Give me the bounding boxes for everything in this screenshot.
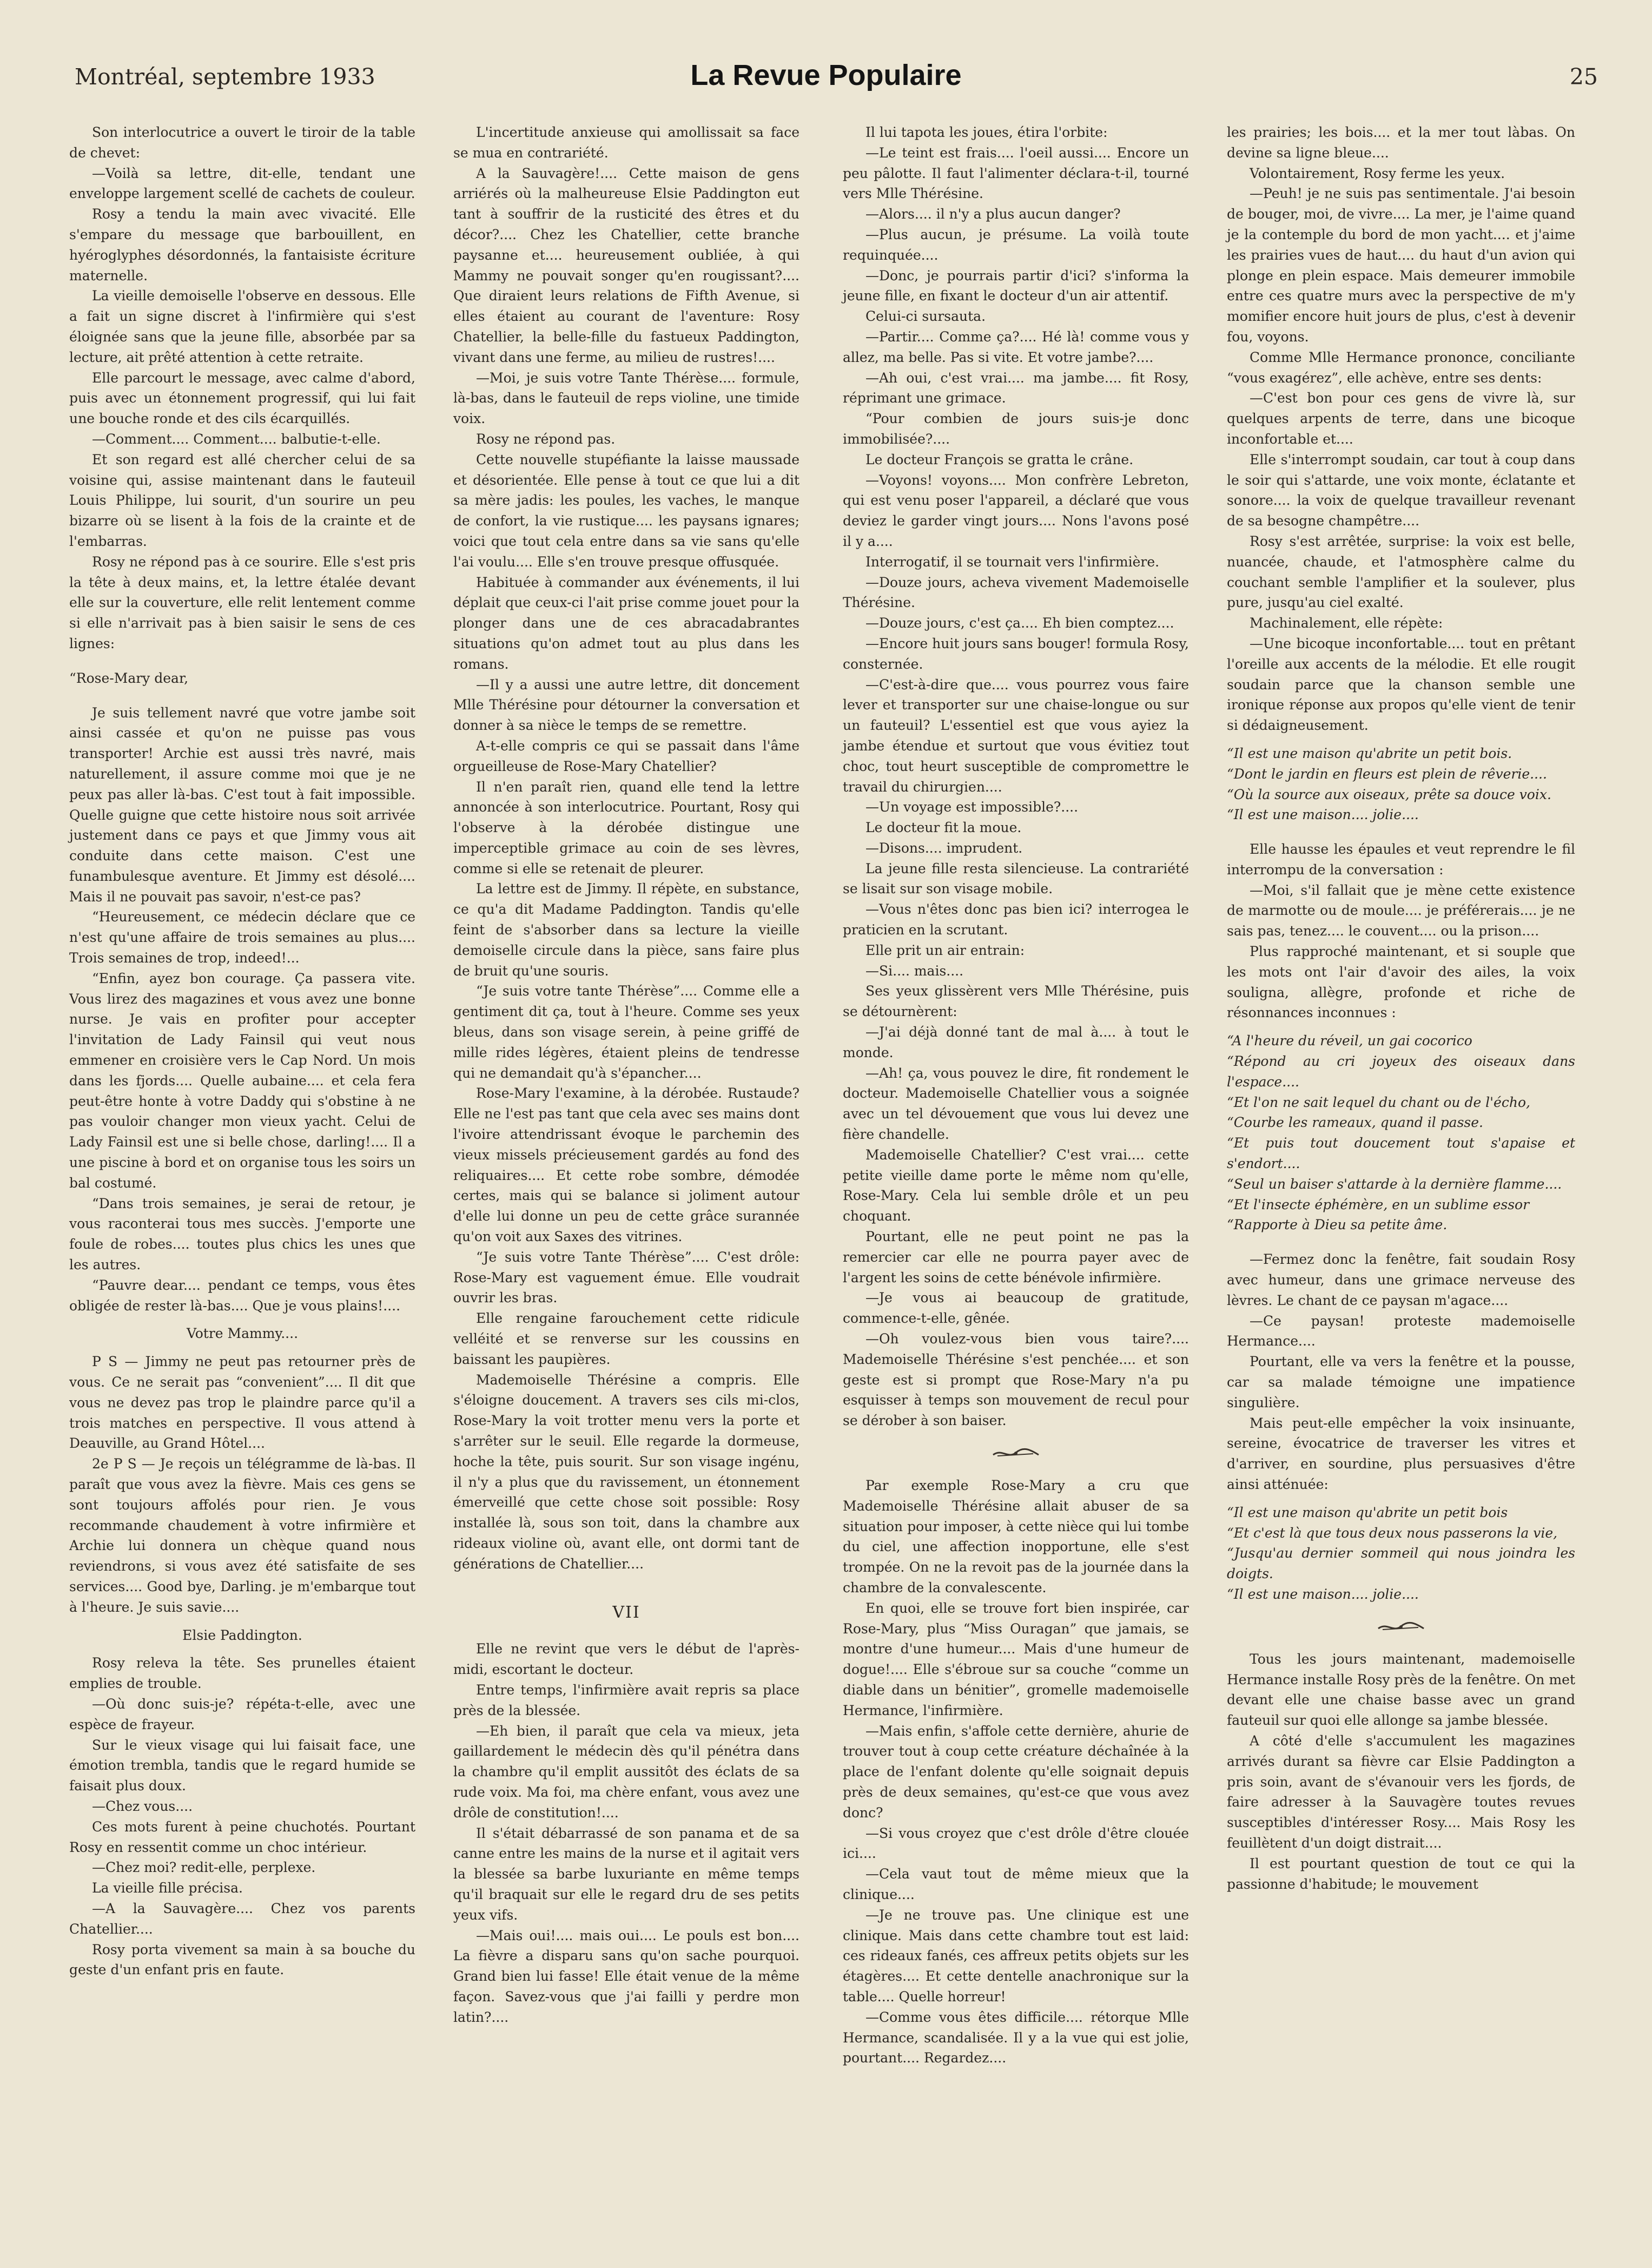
paragraph: —Douze jours, c'est ça.... Eh bien comptez....	[865, 615, 1174, 631]
paragraph: Il est pourtant question de tout ce qui la passionne d'habitude; le mouvement	[1227, 1855, 1575, 1892]
letter-salutation: “Rose-Mary dear,	[69, 670, 189, 686]
paragraph: les prairies; les bois.... et la mer tout làbas. On devine sa ligne bleue....	[1227, 124, 1575, 161]
chapter-heading: VII	[612, 1603, 640, 1622]
paragraph: “Pour combien de jours suis-je donc immobilisée?....	[843, 411, 1189, 447]
paragraph: —Si vous croyez que c'est drôle d'être clouée ici....	[843, 1825, 1189, 1862]
magazine-title: La Revue Populaire	[690, 59, 962, 91]
paragraph: La vieille demoiselle l'observe en dessous. Elle a fait un signe discret à l'infirmière qui s'est éloignée sans que la jeune fille, absorbée par sa lecture, ait prêté attention à cette retraite.	[69, 288, 415, 365]
postscript: 2e P S — Je reçois un télégramme de là-bas. Il paraît que vous avez la fièvre. Mais ces gens se sont toujours affolés pour rien. Je vous recommande chaudement à votre infirmière et Archie lui donnera un chèque quand nous reviendrons, si vous avez été satisfaite de ses services.... Good bye, Darling. je m'embarque tout à l'heure. Je suis savie....	[69, 1456, 415, 1615]
paragraph: Il n'en paraît rien, quand elle tend la lettre annoncée à son interlocutrice. Pourtant, Rosy qui l'observe à la dérobée distingue une imperceptible grimace au coin de ses lèvres, comme si elle se retenait de pleurer.	[453, 779, 799, 876]
letter-paragraph: “Heureusement, ce médecin déclare que ce n'est qu'une affaire de trois semaines au plus.... Trois semaines de trop, indeed!...	[69, 909, 415, 966]
paragraph: —Le teint est frais.... l'oeil aussi.... Encore un peu pâlotte. Il faut l'alimenter déclara-t-il, tourné vers Mlle Thérésine.	[843, 144, 1189, 202]
paragraph: Volontairement, Rosy ferme les yeux.	[1250, 165, 1505, 181]
paragraph: —Cela vaut tout de même mieux que la clinique....	[843, 1866, 1189, 1902]
paragraph: Interrogatif, il se tournait vers l'infirmière.	[865, 553, 1160, 570]
letter-paragraph: “Pauvre dear.... pendant ce temps, vous êtes obligée de rester là-bas.... Que je vous plains!....	[69, 1277, 415, 1314]
letter-signature: Votre Mammy....	[186, 1326, 299, 1342]
ornament-icon	[990, 1445, 1042, 1461]
paragraph: —Disons.... imprudent.	[865, 840, 1023, 856]
paragraph: Rosy porta vivement sa main à sa bouche du geste d'un enfant pris en faute.	[69, 1941, 415, 1978]
paragraph: —Alors.... il n'y a plus aucun danger?	[865, 206, 1121, 222]
postscript: P S — Jimmy ne peut pas retourner près de vous. Ce ne serait pas “convenient”.... Il dit que vous ne devez pas trop le plaindre parce qu'il a trois matches en perspective. Il vous attend à Deauville, au Grand Hôtel....	[69, 1354, 415, 1452]
paragraph: —C'est-à-dire que.... vous pourrez vous faire lever et transporter sur une chaise-longue ou sur un fauteuil? L'essentiel est que vous ayiez la jambe étendue et surtout que vous évitiez tout choc, tout heurt susceptible de compromettre le travail du chirurgien....	[843, 676, 1189, 795]
song-verse: “Jusqu'au dernier sommeil qui nous joindra les doigts.	[1227, 1545, 1575, 1582]
paragraph: Elle rengaine farouchement cette ridicule velléité et se renverse sur les coussins en baissant les paupières.	[453, 1310, 799, 1367]
paragraph: —Fermez donc la fenêtre, fait soudain Rosy avec humeur, dans une grimace nerveuse des lèvres. Le chant de ce paysan m'agace....	[1227, 1251, 1575, 1308]
paragraph: A côté d'elle s'accumulent les magazines arrivés durant sa fièvre car Elsie Paddington a pris soin, avant de s'évanouir vers les fjords, de faire adresser à la Sauvagère toutes revues susceptibles d'intéresser Rosy.... Mais Rosy les feuillètent d'un doigt distrait....	[1227, 1732, 1575, 1851]
paragraph: —Chez moi? redit-elle, perplexe.	[92, 1860, 316, 1876]
paragraph: Sur le vieux visage qui lui faisait face, une émotion trembla, tandis que le regard humide se faisait plus doux.	[69, 1737, 415, 1794]
paragraph: Pourtant, elle va vers la fenêtre et la pousse, car sa malade témoigne une impatience singulière.	[1227, 1354, 1575, 1410]
paragraph: —Moi, s'il fallait que je mène cette existence de marmotte ou de moule.... je préférerais.... je ne sais pas, tenez.... le couvent.... ou la prison....	[1227, 882, 1575, 939]
paragraph: Habituée à commander aux événements, il lui déplait que ceux-ci l'ait prise comme jouet pour la plonger dans une de ces abracadabrantes situations qu'on admet tout au plus dans les romans.	[453, 574, 799, 672]
paragraph: —Oh voulez-vous bien vous taire?.... Mademoiselle Thérésine s'est penchée.... et son geste est si prompt que Rose-Mary n'a pu esquisser à temps son mouvement de recul pour se dérober à son baiser.	[843, 1331, 1189, 1429]
paragraph: Le docteur fit la moue.	[865, 820, 1022, 836]
header-date: Montréal, septembre 1933	[75, 64, 375, 90]
song-verse: “Il est une maison.... jolie....	[1227, 807, 1419, 823]
paragraph: —Douze jours, acheva vivement Mademoiselle Thérésine.	[843, 574, 1189, 611]
paragraph: Rosy releva la tête. Ses prunelles étaient emplies de trouble.	[69, 1655, 415, 1692]
paragraph: Elle ne revint que vers le début de l'après-midi, escortant le docteur.	[453, 1641, 799, 1678]
paragraph: —Eh bien, il paraît que cela va mieux, jeta gaillardement le médecin dès qu'il pénétra dans la chambre qu'il emplit aussitôt des éclats de sa rude voix. Ma foi, ma chère enfant, vous avez une drôle de constitution!....	[453, 1723, 799, 1821]
paragraph: Mademoiselle Chatellier? C'est vrai.... cette petite vieille dame porte le même nom qu'elle, Rose-Mary. Cela lui semble drôle et un peu choquant.	[843, 1146, 1189, 1224]
paragraph: A la Sauvagère!.... Cette maison de gens arriérés où la malheureuse Elsie Paddington eut tant à souffrir de la rusticité des êtres et du décor?.... Chez les Chatellier, cette branche paysanne et.... heureusement oubliée, à qui Mammy ne pouvait songer qu'en rougissant?.... Que diraient leurs relations de Fifth Avenue, si elles étaient au courant de l'aventure: Rosy Chatellier, la belle-fille du fastueux Paddington, vivant dans une ferme, au milieu de rustres!....	[453, 165, 799, 365]
ornament-icon	[1375, 1619, 1427, 1635]
paragraph: Le docteur François se gratta le crâne.	[865, 451, 1134, 467]
paragraph: Elle s'interrompt soudain, car tout à coup dans le soir qui s'attarde, une voix monte, éclatante et sonore.... la voix de quelque travailleur revenant de sa besogne champêtre....	[1227, 451, 1575, 529]
paragraph: Son interlocutrice a ouvert le tiroir de la table de chevet:	[69, 124, 415, 161]
paragraph: Et son regard est allé chercher celui de sa voisine qui, assise maintenant dans le fauteuil Louis Philippe, lui sourit, d'un sourire un peu bizarre où se lisent à la fois de la crainte et de l'embarras.	[69, 451, 415, 549]
text-column-1	[69, 122, 415, 1980]
paragraph: Par exemple Rose-Mary a cru que Mademoiselle Thérésine allait abuser de sa situation pour imposer, à cette nièce qui lui tombe du ciel, une affection inopportune, elle s'est trompée. On ne la revoit pas de la journée dans la chambre de la convalescente.	[843, 1478, 1189, 1595]
paragraph: —Chez vous....	[92, 1798, 193, 1814]
paragraph: —Partir.... Comme ça?.... Hé là! comme vous y allez, ma belle. Pas si vite. Et votre jambe?....	[843, 328, 1189, 365]
paragraph: —Moi, je suis votre Tante Thérèse.... formule, là-bas, dans le fauteuil de reps violine, une timide voix.	[453, 370, 799, 427]
paragraph: Cette nouvelle stupéfiante la laisse maussade et désorientée. Elle pense à tout ce que lui a dit sa mère jadis: les poules, les vaches, le manque de confort, la vie rustique.... les paysans ignares; voici que tout cela entre dans sa vie sans qu'elle l'ai voulu.... Elle s'en trouve presque offusquée.	[453, 451, 799, 570]
paragraph: Ces mots furent à peine chuchotés. Pourtant Rosy en ressentit comme un choc intérieur.	[69, 1818, 415, 1855]
paragraph: Il lui tapota les joues, étira l'orbite:	[865, 124, 1108, 140]
paragraph: —Si.... mais....	[865, 962, 964, 979]
paragraph: Elle prit un air entrain:	[865, 942, 1025, 958]
paragraph: Plus rapproché maintenant, et si souple que les mots ont l'air d'avoir des ailes, la voix souligna, allègre, profonde et riche de résonnances inconnues :	[1227, 944, 1575, 1021]
paragraph: Machinalement, elle répète:	[1250, 615, 1443, 631]
paragraph: —Comme vous êtes difficile.... rétorque Mlle Hermance, scandalisée. Il y a la vue qui est jolie, pourtant.... Regardez....	[843, 2009, 1189, 2066]
paragraph: A-t-elle compris ce qui se passait dans l'âme orgueilleuse de Rose-Mary Chatellier?	[453, 737, 799, 774]
song-verse: “Et l'on ne sait lequel du chant ou de l'écho,	[1227, 1094, 1530, 1110]
paragraph: Rosy ne répond pas à ce sourire. Elle s'est pris la tête à deux mains, et, la lettre étalée devant elle sur la couverture, elle relit lentement comme si elle n'arrivait pas à bien saisir le sens de ces lignes:	[69, 553, 415, 651]
paragraph: —Voyons! voyons.... Mon confrère Lebreton, qui est venu poser l'appareil, a déclaré que vous deviez le garder vingt jours.... Nons l'avons posé il y a....	[843, 472, 1189, 549]
paragraph: —Une bicoque inconfortable.... tout en prêtant l'oreille aux accents de la mélodie. Et elle rougit soudain parce que la chanson semble une ironique réponse aux propos qu'elle vient de tenir si dédaigneusement.	[1227, 635, 1575, 734]
paragraph: Rose-Mary l'examine, à la dérobée. Rustaude? Elle ne l'est pas tant que cela avec ses mains dont l'ivoire attendrissant évoque le parchemin des vieux missels précieusement gardés au fond des reliquaires.... Et cette robe sombre, démodée certes, mais qui se balance si joliment autour d'elle lui donne un peu de cette grâce surannée qu'on voit aux Saxes des vitrines.	[453, 1085, 799, 1245]
paragraph: “Je suis votre Tante Thérèse”.... C'est drôle: Rose-Mary est vaguement émue. Elle voudrait ouvrir les bras.	[453, 1249, 799, 1306]
song-verse: “Répond au cri joyeux des oiseaux dans l'espace....	[1227, 1053, 1575, 1090]
paragraph: —Donc, je pourrais partir d'ici? s'informa la jeune fille, en fixant le docteur d'un air attentif.	[843, 267, 1189, 304]
text-column-4	[1227, 122, 1575, 1894]
paragraph: Entre temps, l'infirmière avait repris sa place près de la blessée.	[453, 1682, 799, 1718]
page-number: 25	[1569, 64, 1598, 90]
paragraph: Tous les jours maintenant, mademoiselle Hermance installe Rosy près de la fenêtre. On met devant elle une chaise basse avec un grand fauteuil sur quoi elle allonge sa jambe blessée.	[1227, 1651, 1575, 1729]
text-column-2	[453, 122, 799, 2028]
song-verse: “Et c'est là que tous deux nous passerons la vie,	[1227, 1525, 1558, 1541]
paragraph: La lettre est de Jimmy. Il répète, en substance, ce qu'a dit Madame Paddington. Tandis qu'elle feint de s'absorber dans sa lecture la vieille demoiselle circule dans la pièce, sans faire plus de bruit qu'une souris.	[453, 881, 799, 979]
paragraph: —C'est bon pour ces gens de vivre là, sur quelques arpents de terre, dans une bicoque inconfortable et....	[1227, 390, 1575, 447]
paragraph: —Ce paysan! proteste mademoiselle Hermance....	[1227, 1313, 1575, 1349]
paragraph: —Mais enfin, s'affole cette dernière, ahurie de trouver tout à coup cette créature déchaînée à la place de l'enfant dolente qu'elle soignait depuis près de deux semaines, qu'est-ce que vous avez donc?	[843, 1723, 1189, 1821]
paragraph: —Mais oui!.... mais oui.... Le pouls est bon.... La fièvre a disparu sans qu'on sache pourquoi. Grand bien lui fasse! Elle était venue de la même façon. Savez-vous que j'ai failli y perdre mon latin?....	[453, 1927, 799, 2025]
song-verse: “Il est une maison.... jolie....	[1227, 1586, 1419, 1602]
paragraph: Elle hausse les épaules et veut reprendre le fil interrompu de la conversation :	[1227, 841, 1575, 878]
paragraph: —Un voyage est impossible?....	[865, 799, 1079, 815]
paragraph: Rosy ne répond pas.	[476, 431, 616, 447]
song-verse: “Et puis tout doucement tout s'apaise et s'endort....	[1227, 1135, 1575, 1172]
letter-paragraph: “Enfin, ayez bon courage. Ça passera vite. Vous lirez des magazines et vous avez une bonne nurse. Je vais en profiter pour accepter l'invitation de Lady Fainsil qui veut nous emmener en croisière vers le Cap Nord. Un mois dans les fjords.... Quelle aubaine.... et cela fera peut-être honte à votre Daddy qui s'obstine à ne pas vouloir changer mon vieux yacht. Celui de Lady Fainsil est une si belle chose, darling!.... Il a une piscine à bord et on organise tous les soirs un bal costumé.	[69, 970, 415, 1191]
paragraph: L'incertitude anxieuse qui amollissait sa face se mua en contrariété.	[453, 124, 799, 161]
paragraph: —Voilà sa lettre, dit-elle, tendant une enveloppe largement scellé de cachets de couleur.	[69, 165, 415, 202]
paragraph: —A la Sauvagère.... Chez vos parents Chatellier....	[69, 1900, 415, 1937]
letter-paragraph: Je suis tellement navré que votre jambe soit ainsi cassée et qu'on ne puisse pas vous transporter! Archie est aussi très navré, mais naturellement, il assure comme moi que je ne peux pas aller là-bas. C'est tout à fait impossible. Quelle guigne que cette histoire nous soit arrivée justement dans ce pays et que Jimmy vous ait conduite dans cette maison. C'est une funambulesque aventure. Et Jimmy est désolé.... Mais il ne pouvait pas savoir, n'est-ce pas?	[69, 704, 415, 905]
paragraph: La vieille fille précisa.	[92, 1880, 243, 1896]
paragraph: Rosy s'est arrêtée, surprise: la voix est belle, nuancée, chaude, et l'atmosphère calme du couchant semble l'amplifier et la soulever, plus pure, jusqu'au ciel exalté.	[1227, 533, 1575, 611]
paragraph: Mademoiselle Thérésine a compris. Elle s'éloigne doucement. A travers ses cils mi-clos, Rose-Mary la voit trotter menu vers la porte et s'arrêter sur le seuil. Elle regarde la dormeuse, hoche la tête, puis sourit. Sur son visage ingénu, il n'y a plus que du ravissement, un étonnement émerveillé que cette chose soit possible: Rosy installée là, sous son toit, dans la chambre aux rideaux violine où, avant elle, ont dormi tant de générations de Chatellier....	[453, 1372, 799, 1572]
paragraph: Il s'était débarrassé de son panama et de sa canne entre les mains de la nurse et il agitait vers la blessée sa barbe luxuriante en même temps qu'il braquait sur elle le regard dru de ses petits yeux vifs.	[453, 1825, 799, 1923]
song-verse: “A l'heure du réveil, un gai cocorico	[1227, 1033, 1472, 1049]
paragraph: Pourtant, elle ne peut point ne pas la remercier car elle ne pourra payer avec de l'argent les soins de cette bénévole infirmière.	[843, 1229, 1189, 1285]
paragraph: —Où donc suis-je? répéta-t-elle, avec une espèce de frayeur.	[69, 1696, 415, 1732]
paragraph: —Comment.... Comment.... balbutie-t-elle.	[92, 431, 381, 447]
paragraph: —Il y a aussi une autre lettre, dit doncement Mlle Thérésine pour détourner la conversation et donner à sa nièce le temps de se remettre.	[453, 676, 799, 734]
song-verse: “Il est une maison qu'abrite un petit bois	[1227, 1504, 1508, 1520]
song-verse: “Dont le jardin en fleurs est plein de rêverie....	[1227, 766, 1547, 782]
letter-signature: Elsie Paddington.	[182, 1627, 302, 1643]
song-verse: “Rapporte à Dieu sa petite âme.	[1227, 1217, 1448, 1233]
paragraph: Ses yeux glissèrent vers Mlle Thérésine, puis se détournèrent:	[843, 983, 1189, 1020]
paragraph: Celui-ci sursauta.	[865, 308, 986, 325]
paragraph: —Vous n'êtes donc pas bien ici? interrogea le praticien en la scrutant.	[843, 901, 1189, 938]
paragraph: —Je ne trouve pas. Une clinique est une clinique. Mais dans cette chambre tout est laid: ces rideaux fanés, ces affreux petits objets sur les étagères.... Et cette dentelle anachronique sur la table.... Quelle horreur!	[843, 1907, 1189, 2005]
text-column-3	[843, 122, 1189, 2068]
letter-paragraph: “Dans trois semaines, je serai de retour, je vous raconterai tous mes succès. J'emporte une foule de robes.... toutes plus chics les unes que les autres.	[69, 1195, 415, 1273]
paragraph: Mais peut-elle empêcher la voix insinuante, sereine, évocatrice de traverser les vitres et d'arriver, en sourdine, plus persuasives d'être ainsi atténuée:	[1227, 1415, 1575, 1492]
song-verse: “Il est une maison qu'abrite un petit bois.	[1227, 745, 1512, 761]
paragraph: —Ah oui, c'est vrai.... ma jambe.... fit Rosy, réprimant une grimace.	[843, 370, 1189, 406]
paragraph: —J'ai déjà donné tant de mal à.... à tout le monde.	[843, 1024, 1189, 1060]
paragraph: Comme Mlle Hermance prononce, conciliante “vous exagérez”, elle achève, entre ses dents:	[1227, 349, 1575, 386]
song-verse: “Courbe les rameaux, quand il passe.	[1227, 1115, 1483, 1131]
paragraph: La jeune fille resta silencieuse. La contrariété se lisait sur son visage mobile.	[843, 860, 1189, 897]
paragraph: Elle parcourt le message, avec calme d'abord, puis avec un étonnement progressif, qui lui fait une bouche ronde et des cils écarquillés.	[69, 370, 415, 427]
paragraph: —Encore huit jours sans bouger! formula Rosy, consternée.	[843, 635, 1189, 672]
paragraph: —Ah! ça, vous pouvez le dire, fit rondement le docteur. Mademoiselle Chatellier vous a soignée avec un tel dévouement que vous lui devez une fière chandelle.	[843, 1065, 1189, 1143]
song-verse: “Et l'insecte éphémère, en un sublime essor	[1227, 1196, 1530, 1212]
page-header	[0, 0, 1652, 124]
song-verse: “Où la source aux oiseaux, prête sa douce voix.	[1227, 786, 1551, 802]
paragraph: En quoi, elle se trouve fort bien inspirée, car Rose-Mary, plus “Miss Ouragan” que jamais, se montre d'une humeur.... Mais d'une humeur de dogue!.... Elle s'ébroue sur sa couche “comme un diable dans un bénitier”, gromelle mademoiselle Hermance, l'infirmière.	[843, 1600, 1189, 1718]
paragraph: —Je vous ai beaucoup de gratitude, commence-t-elle, gênée.	[843, 1290, 1189, 1327]
paragraph: Rosy a tendu la main avec vivacité. Elle s'empare du message que barbouillent, en hyéroglyphes désordonnés, la fantaisiste écriture maternelle.	[69, 206, 415, 284]
paragraph: —Plus aucun, je présume. La voilà toute requinquée....	[843, 226, 1189, 263]
song-verse: “Seul un baiser s'attarde à la dernière flamme....	[1227, 1176, 1562, 1192]
paragraph: “Je suis votre tante Thérèse”.... Comme elle a gentiment dit ça, tout à l'heure. Comme ses yeux bleus, dans son visage serein, à peine griffé de mille rides légères, étaient pleins de tendresse qui ne demandait qu'à s'épancher....	[453, 983, 799, 1081]
paragraph: —Peuh! je ne suis pas sentimentale. J'ai besoin de bouger, moi, de vivre.... La mer, je l'aime quand je la contemple du bord de mon yacht.... et j'aime les prairies vues de haut.... du haut d'un avion qui plonge en plein espace. Mais demeurer immobile entre ces quatre murs avec la perspective de m'y momifier encore huit jours de plus, c'est à devenir fou, voyons.	[1227, 186, 1575, 345]
